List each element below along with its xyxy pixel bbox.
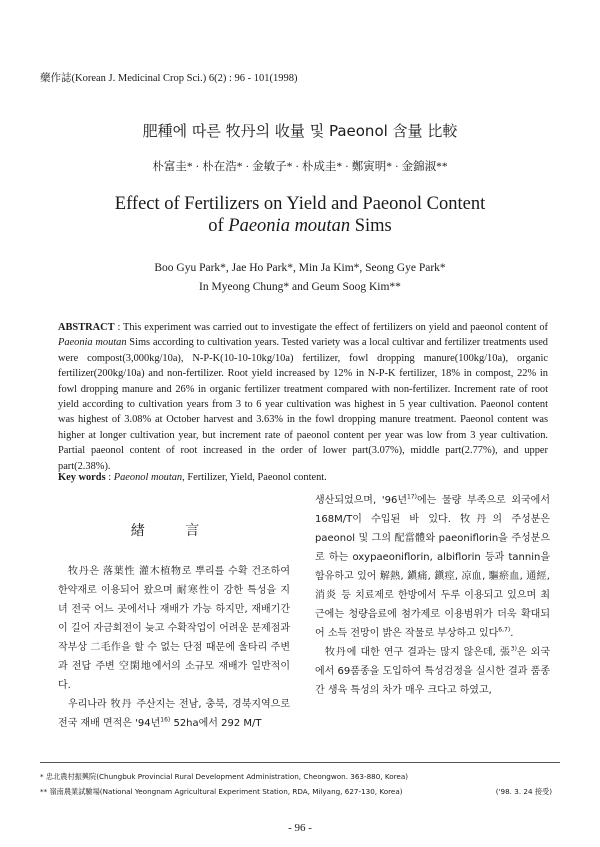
keywords: Key words : Paeonol moutan, Fertilizer, Yield, Paeonol content. xyxy=(58,472,327,483)
english-title-line2: of Paeonia moutan Sims xyxy=(208,216,392,236)
intro-paragraph-3: 牧丹에 대한 연구 결과는 많지 않은데, 張$^{3)}$은 외국에서 69품종을 도입하여 특성검정을 실시한 결과 품종간 생육 특성의 차가 매우 크다고 하였고, xyxy=(315,645,550,696)
english-title-line1: Effect of Fertilizers on Yield and Paeonol Content xyxy=(114,194,486,214)
intro-paragraph-2-continued: 생산되었으며, '96년$^{17)}$에는 물량 부족으로 외국에서 168M/T이 수입된 바 있다. 牧丹의 주성분은 paeonol 및 그의 配當體와 paeoniflorin을 주성분으로 하는 oxypaeoniflorin, albiflorin 등과 tannin을 함유하고 있어 解熱, 鎭痛, 鎭痙, 凉血, 驅瘀血, 通經, 消炎 등 치료제로 한방에서 두루 이용되고 있으며 최근에는 청량음료에 첨가제로 이용범위가 더욱 확대되어 소득 전망이 밝은 작물로 부상하고 있다$^{6,7)}$. xyxy=(315,493,550,639)
species-name: Paeonia moutan xyxy=(228,216,351,236)
keywords-label: Key words xyxy=(58,472,106,483)
english-title xyxy=(0,193,600,237)
right-column xyxy=(315,491,550,700)
abstract-label: ABSTRACT xyxy=(58,322,115,333)
korean-authors: 朴富圭* · 朴在浩* · 金敏子* · 朴成圭* · 鄭寅明* · 金錦淑** xyxy=(152,161,448,173)
section-heading-introduction: 緖 言 xyxy=(130,523,218,539)
footnote-affiliation-1: * 忠北農村振興院(Chungbuk Provincial Rural Development Administration, Cheongwon. 363-880, Korea) xyxy=(40,772,409,781)
journal-citation: 藥作誌(Korean J. Medicinal Crop Sci.) 6(2) : 96 - 101(1998) xyxy=(40,73,298,84)
english-authors xyxy=(0,259,600,297)
page-number: - 96 - xyxy=(288,822,312,834)
korean-title: 肥種에 따른 牧丹의 收量 및 Paeonol 含量 比較 xyxy=(142,122,458,140)
received-date: ('98. 3. 24 接受) xyxy=(495,787,552,796)
abstract-species: Paeonia moutan xyxy=(58,337,127,349)
intro-paragraph-2: 우리나라 牧丹 주산지는 전남, 충북, 경북지역으로 전국 재배 면적은 '94년$^{16)}$ 52ha에서 292 M/T xyxy=(58,699,290,729)
footnote-divider xyxy=(40,762,560,763)
footnote-affiliation-2: ** 嶺南農業試驗場(National Yeongnam Agricultural Experiment Station, RDA, Milyang, 627-130, Korea) xyxy=(40,787,403,796)
english-authors-line2: In Myeong Chung* and Geum Soog Kim** xyxy=(199,281,401,293)
intro-paragraph-1: 牧丹은 落葉性 灌木植物로 뿌리를 수확 건조하여 한약재로 이용되어 왔으며 耐寒性이 강한 특성을 지녀 전국 어느 곳에서나 재배가 가능 하지만, 재배기간이 길어 자금회전이 늦고 수확작업이 어려운 문제점과 작부상 二毛作을 할 수 없는 단점 때문에 울타리 주변과 전답 주변 空閑地에서의 소규모 재배가 일반적이다. xyxy=(58,566,290,691)
english-authors-line1: Boo Gyu Park*, Jae Ho Park*, Min Ja Kim*, Seong Gye Park* xyxy=(154,262,446,274)
keywords-species: Paeonol moutan xyxy=(113,472,183,483)
left-column xyxy=(58,510,290,733)
abstract: ABSTRACT : This experiment was carried out to investigate the effect of fertilizers on yield and paeonol content of Paeonia moutan Sims according to cultivation years. Tested variety was a local cultivar and fertilizer treatments used were compost(3,000kg/10a), N-P-K(10-10-10kg/10a) fertilizer, fowl dropping manure(100kg/10a), organic fertilizer(200kg/10a) and non-fertilizer. Root yield increased by 12% in N-P-K fertilizer, 18% in compost, 22% in fowl dropping manure and 26% in organic fertilizer treatment compared with non-fertilizer. Increment rate of root yield according to cultivation years from 3 to 6 year cultivation was highest in 5 year cultivation. Paeonol content was highest of 3.08% at October harvest and 3.63% in the fowl dropping manure treatment. Paeonol content was higher at longer cultivation year, but increment rate of paeonol content per year was low from 3 year cultivation. Partial paeonol content of root increased in the order of lower part(3.07%), middle part(2.77%), and upper part(2.38%). xyxy=(58,322,548,472)
